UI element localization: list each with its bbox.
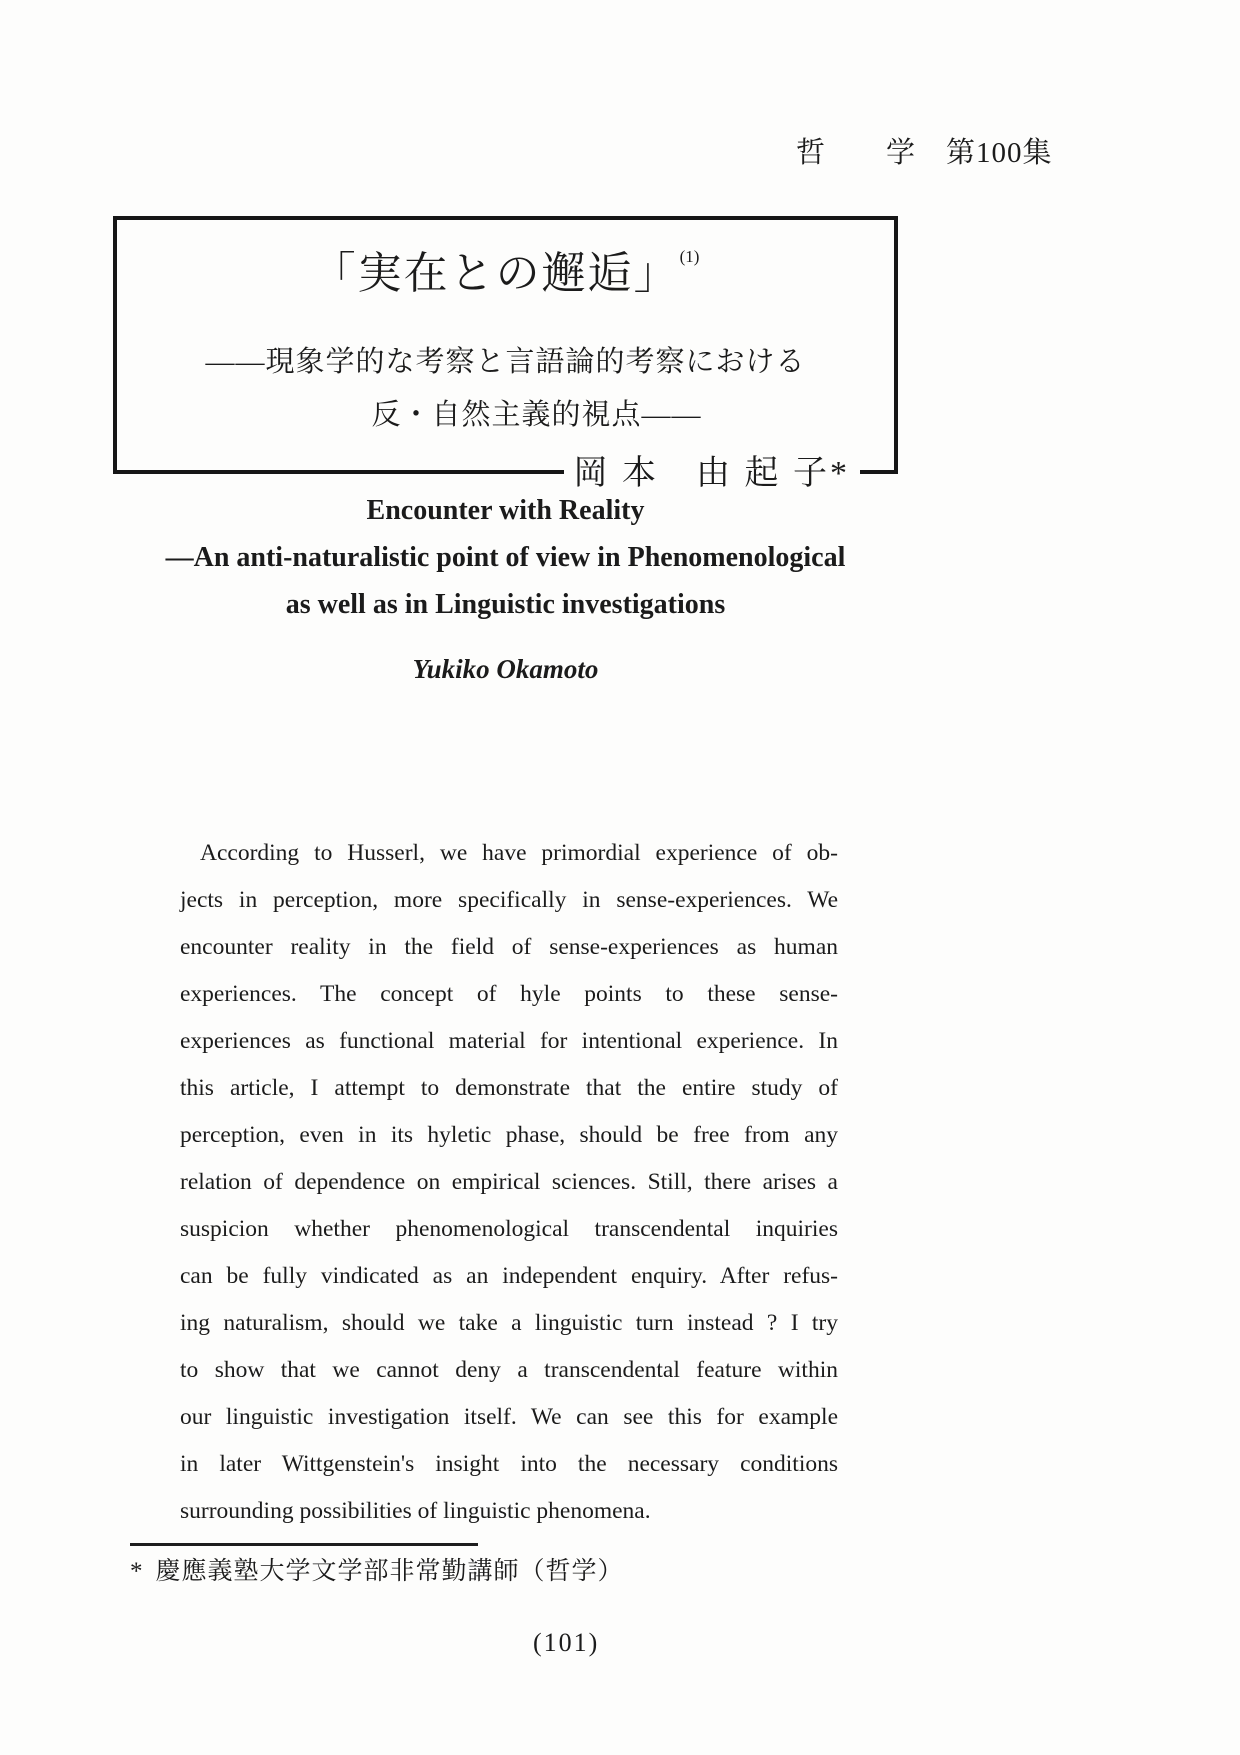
japanese-title-box — [113, 216, 898, 492]
paper-subtitle-japanese-line2: 反・自然主義的視点—— — [371, 399, 702, 431]
paper-subtitle-english-line2: as well as in Linguistic investigations — [285, 589, 726, 620]
abstract-line: this article, I attempt to demonstrate that the entire study of — [180, 1075, 838, 1101]
abstract-line: surrounding possibilities of linguistic phenomena. — [180, 1498, 651, 1524]
abstract-line: ing naturalism, should we take a linguistic turn instead ? I try — [180, 1310, 838, 1336]
footnote — [130, 1551, 624, 1587]
footnote-marker: * — [130, 1558, 144, 1585]
paper-title-english: Encounter with Reality — [366, 495, 645, 526]
abstract-line: in later Wittgenstein's insight into the necessary conditions — [180, 1451, 838, 1477]
page-number: (101) — [533, 1628, 600, 1657]
abstract-line: experiences. The concept of hyle points to these sense- — [180, 981, 838, 1007]
author-name-english: Yukiko Okamoto — [412, 654, 599, 684]
abstract-line: relation of dependence on empirical sciences. Still, there arises a — [180, 1169, 838, 1195]
abstract-line: experiences as functional material for intentional experience. In — [180, 1028, 838, 1054]
footnote-text: 慶應義塾大学文学部非常勤講師（哲学） — [155, 1558, 624, 1585]
paper-title-japanese — [117, 246, 894, 301]
title-footnote-marker: (1) — [679, 247, 700, 266]
author-name-japanese: 岡 本 由 起 子* — [564, 445, 861, 494]
abstract-line: can be fully vindicated as an independent enquiry. After refus- — [180, 1263, 838, 1289]
abstract-paragraph — [180, 830, 838, 1535]
abstract-line: encounter reality in the field of sense-experiences as human — [180, 934, 838, 960]
abstract-line: perception, even in its hyletic phase, should be free from any — [180, 1122, 838, 1148]
abstract-line: jects in perception, more specifically in sense-experiences. We — [180, 887, 838, 913]
footnote-divider — [130, 1543, 478, 1546]
paper-subtitle-english-line1: —An anti-naturalistic point of view in Phenomenological — [165, 542, 846, 573]
english-heading-block — [113, 487, 898, 693]
abstract-line: According to Husserl, we have primordial experience of ob- — [200, 840, 838, 866]
paper-title-text: 「実在との邂逅」 — [311, 249, 680, 298]
journal-header: 哲 学 第100集 — [796, 137, 1053, 169]
abstract-line: suspicion whether phenomenological transcendental inquiries — [180, 1216, 838, 1242]
abstract-line: to show that we cannot deny a transcendental feature within — [180, 1357, 838, 1383]
paper-subtitle-japanese-line1: ——現象学的な考察と言語論的考察における — [205, 346, 806, 378]
abstract-line: our linguistic investigation itself. We can see this for example — [180, 1404, 838, 1430]
